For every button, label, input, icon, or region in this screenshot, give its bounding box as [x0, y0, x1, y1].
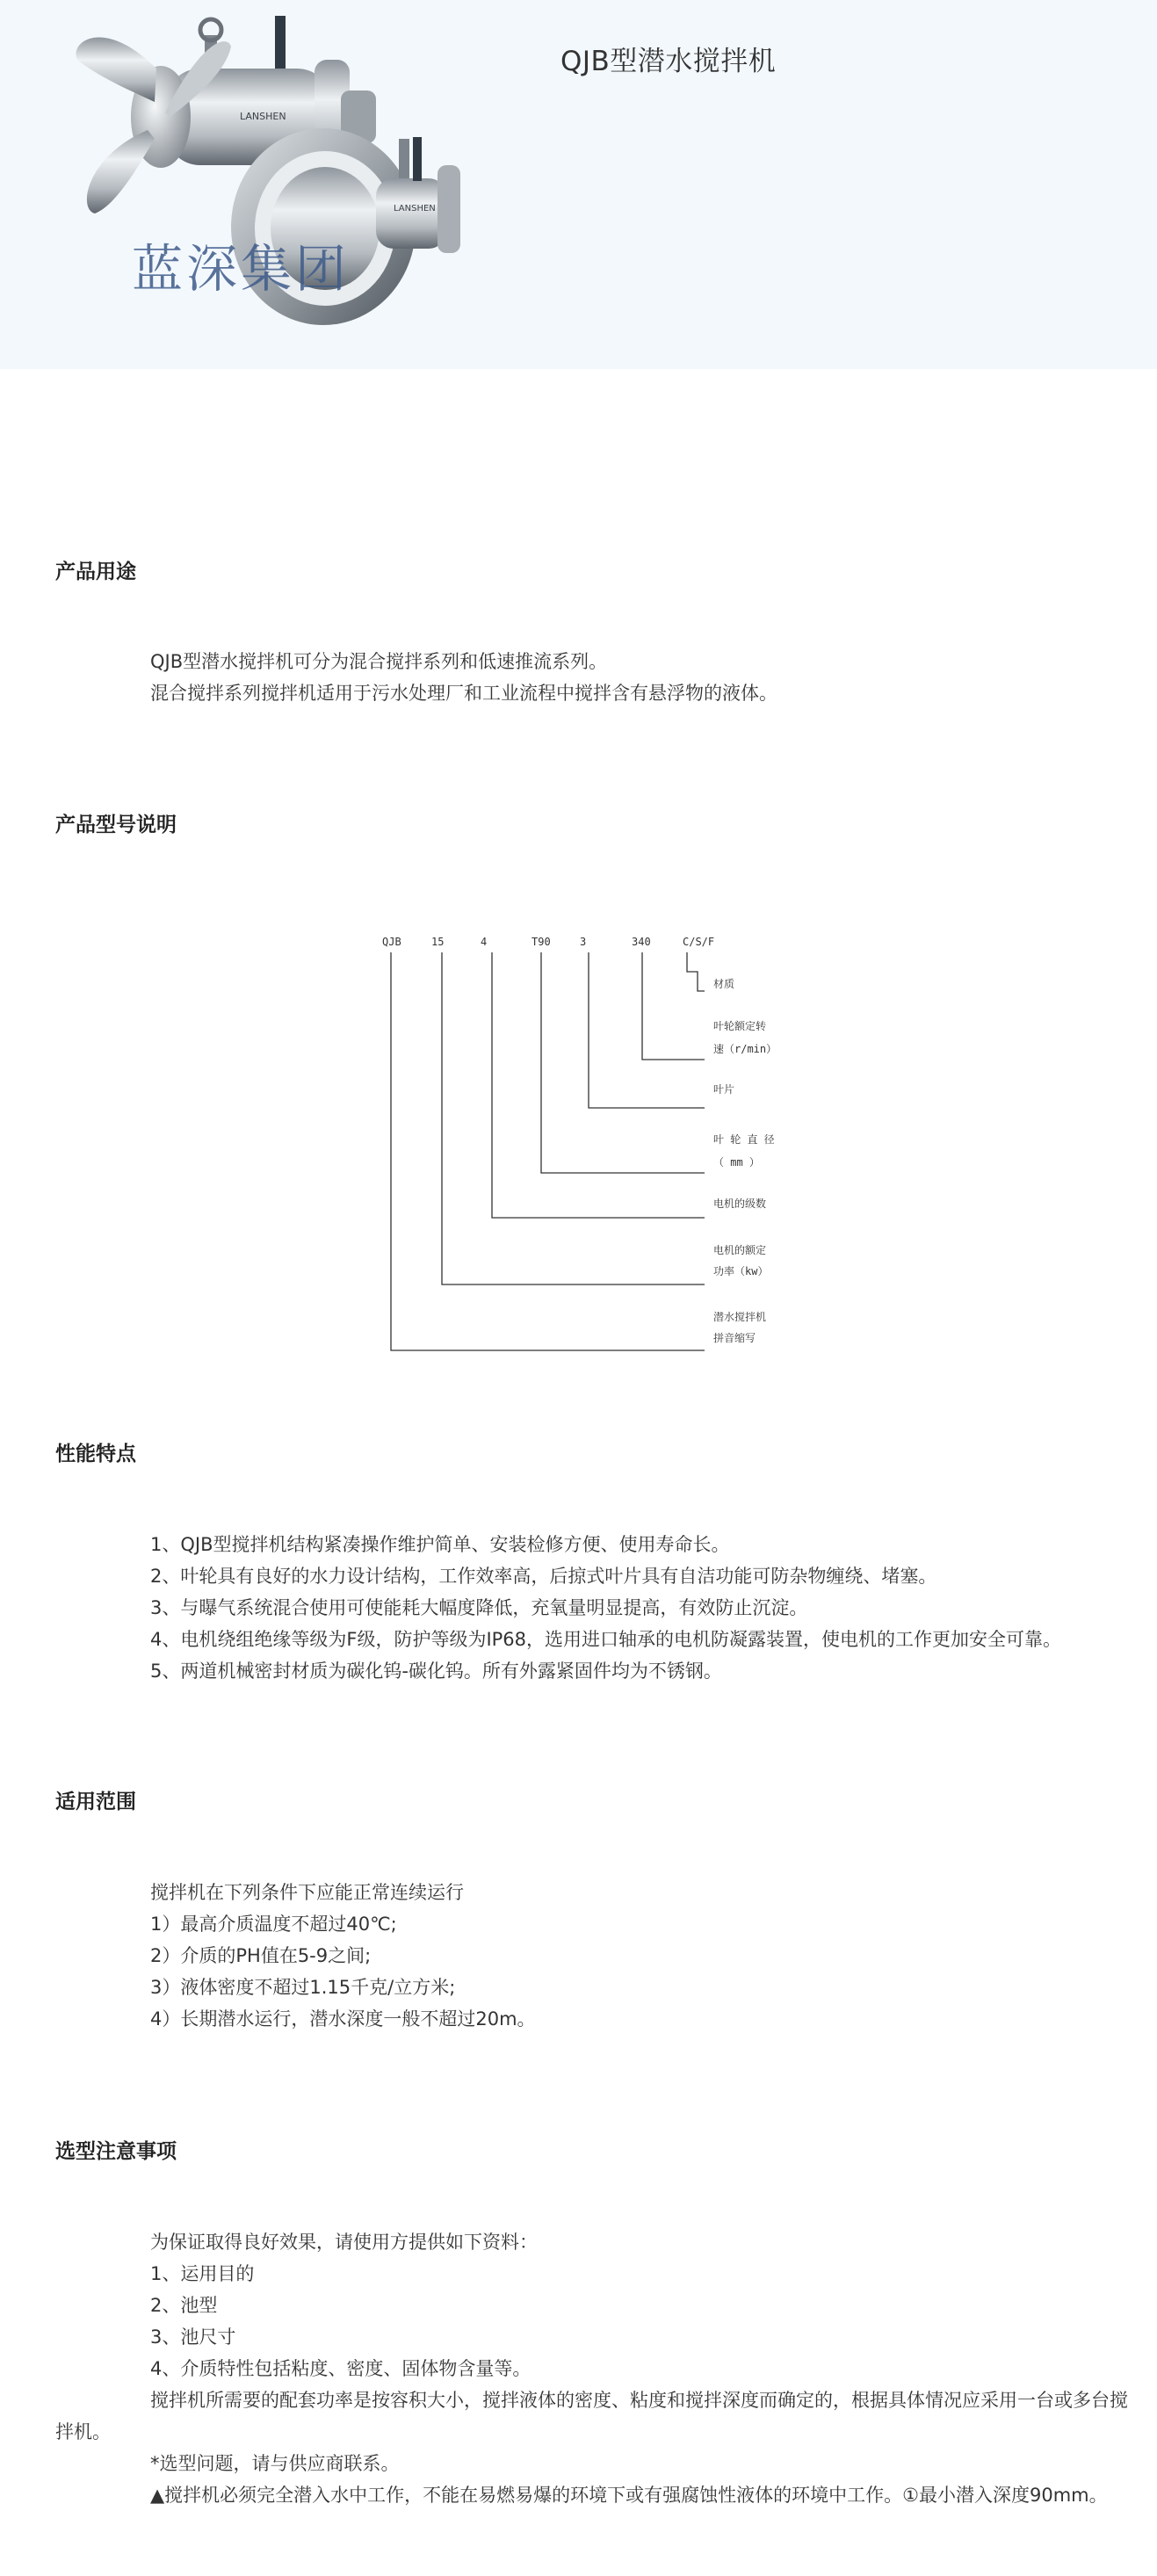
model-label: 潜水搅拌机 [713, 1311, 767, 1323]
feature-item: 2、叶轮具有良好的水力设计结构，工作效率高，后掠式叶片具有自洁功能可防杂物缠绕、堵塞。 [150, 1566, 937, 1587]
selection-item: 4、介质特性包括粘度、密度、固体物含量等。 [150, 2358, 531, 2379]
model-code-diagram [369, 921, 826, 1360]
usage-text [150, 646, 777, 709]
header-band [0, 0, 1157, 369]
model-code: 15 [431, 936, 445, 948]
scope-item: 1）最高介质温度不超过40℃; [150, 1914, 397, 1935]
section-title-usage: 产品用途 [55, 561, 136, 583]
feature-item: 1、QJB型搅拌机结构紧凑操作维护简单、安装检修方便、使用寿命长。 [150, 1534, 730, 1555]
scope-list [150, 1877, 536, 2035]
selection-item: 2、池型 [150, 2295, 218, 2316]
selection-notes [55, 2384, 1136, 2511]
model-code: 340 [632, 936, 651, 948]
selection-item: 1、运用目的 [150, 2263, 255, 2284]
model-label: 拼音缩写 [713, 1332, 756, 1344]
model-label: （ mm ） [713, 1156, 760, 1169]
selection-item: 3、池尺寸 [150, 2326, 236, 2348]
scope-item: 4）长期潜水运行，潜水深度一般不超过20m。 [150, 2008, 536, 2030]
scope-item: 2）介质的PH值在5-9之间; [150, 1945, 372, 1966]
feature-item: 5、两道机械密封材质为碳化钨-碳化钨。所有外露紧固件均为不锈钢。 [150, 1661, 722, 1682]
selection-note: ▲搅拌机必须完全潜入水中工作，不能在易燃易爆的环境下或有强腐蚀性液体的环境中工作。①最小潜入深度90mm。 [150, 2485, 1108, 2506]
model-code: C/S/F [683, 936, 715, 948]
model-code: Т90 [531, 936, 551, 948]
selection-note: *选型问题，请与供应商联系。 [150, 2453, 400, 2474]
brand-watermark: 蓝深集团 [132, 239, 351, 299]
model-label: 速（r/min） [713, 1043, 777, 1055]
model-code: QJB [382, 936, 401, 948]
selection-note: 搅拌机所需要的配套功率是按容积大小，搅拌液体的密度、粘度和搅拌深度而确定的，根据具体情况应采用一台或多台搅拌机。 [55, 2390, 1128, 2442]
selection-item: 为保证取得良好效果，请使用方提供如下资料： [150, 2232, 538, 2253]
section-title-scope: 适用范围 [55, 1791, 136, 1813]
section-title-model: 产品型号说明 [55, 814, 177, 836]
feature-item: 4、电机绕组绝缘等级为F级，防护等级为IP68，选用进口轴承的电机防凝露装置，使电机的工作更加安全可靠。 [150, 1629, 1062, 1650]
product-image [51, 7, 464, 334]
selection-list [150, 2226, 538, 2384]
model-label: 功率（kw） [713, 1265, 769, 1277]
page-title: QJB型潜水搅拌机 [560, 46, 777, 77]
model-code: 3 [580, 936, 587, 948]
model-label: 电机的级数 [713, 1198, 767, 1210]
section-title-selection: 选型注意事项 [55, 2140, 177, 2163]
model-label: 叶 轮 直 径 [713, 1133, 775, 1146]
scope-item: 搅拌机在下列条件下应能正常连续运行 [150, 1882, 464, 1903]
model-label: 叶片 [713, 1083, 735, 1096]
usage-line: 混合搅拌系列搅拌机适用于污水处理厂和工业流程中搅拌含有悬浮物的液体。 [150, 683, 777, 704]
leader-lines [391, 952, 705, 1350]
model-code: 4 [481, 936, 488, 948]
product-label-text: LANSHEN [240, 111, 286, 122]
section-title-features: 性能特点 [55, 1443, 136, 1465]
features-list [150, 1529, 1061, 1687]
model-label: 材质 [713, 978, 735, 990]
feature-item: 3、与曝气系统混合使用可使能耗大幅度降低，充氧量明显提高，有效防止沉淀。 [150, 1597, 808, 1618]
model-label: 电机的额定 [713, 1244, 767, 1256]
scope-item: 3）液体密度不超过1.15千克/立方米; [150, 1977, 456, 1998]
usage-line: QJB型潜水搅拌机可分为混合搅拌系列和低速推流系列。 [150, 651, 608, 672]
model-label: 叶轮额定转 [713, 1020, 767, 1032]
product-label-text-2: LANSHEN [394, 204, 436, 213]
